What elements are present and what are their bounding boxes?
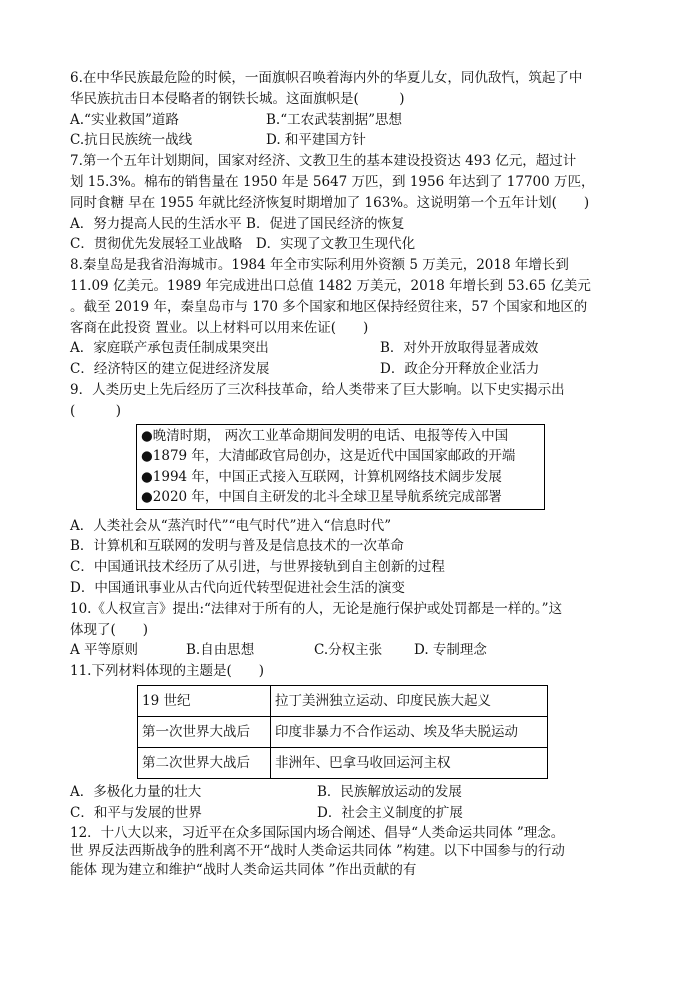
question-stem: 9．人类历史上先后经历了三次科技革命，给人类带来了巨大影响。以下史实揭示出: [70, 381, 565, 398]
option-c: C．和平与发展的世界: [70, 804, 202, 821]
table-cell: 非洲年、巴拿马收回运河主权: [271, 747, 548, 778]
question-stem: 11.09 亿美元。1989 年完成进出口总值 1482 万美元，2018 年增长到 53.65 亿美元: [70, 277, 591, 294]
option-d: D. 专制理念: [414, 642, 487, 659]
question-stem: 划 15.3%。棉布的销售量在 1950 年是 5647 万匹，到 1956 年达到了 17700 万匹，: [70, 173, 595, 190]
question-stem: 11.下列材料体现的主题是( ): [70, 663, 265, 680]
option-d: D．中国通讯事业从古代向近代转型促进社会生活的演变: [70, 579, 405, 596]
table-row: [138, 685, 548, 716]
option-row: A．努力提高人民的生活水平 B．促进了国民经济的恢复: [70, 215, 405, 232]
table-row: [138, 716, 548, 747]
option-d: D．社会主义制度的扩展: [317, 804, 463, 821]
material-item: ●1994 年，中国正式接入互联网，计算机网络技术阔步发展: [141, 468, 502, 485]
table-row: [138, 747, 548, 778]
option-row: [70, 640, 630, 661]
option-a: A 平等原则: [70, 642, 139, 659]
question-stem: 8.秦皇岛是我省沿海城市。1984 年全市实际利用外资额 5 万美元，2018 年增长到: [70, 257, 569, 274]
option-row: [70, 359, 630, 380]
question-7: [70, 151, 630, 255]
question-stem: 12．十八大以来，习近平在众多国际国内场合阐述、倡导“人类命运共同体 ”理念。: [70, 824, 565, 841]
question-stem: 6.在中华民族最危险的时候，一面旗帜召唤着海内外的华夏儿女，同仇敌忾，筑起了中: [70, 70, 583, 86]
option-b: B.自由思想: [186, 642, 255, 659]
question-stem: 同时食糖 早在 1955 年就比经济恢复时期增加了 163%。这说明第一个五年计划( ): [70, 194, 590, 211]
question-stem: 世 界反法西斯战争的胜利离不开“战时人类命运共同体 ”构建。以下中国参与的行动: [70, 843, 565, 860]
option-c: C．经济特区的建立促进经济发展: [70, 361, 270, 378]
option-c: C.抗日民族统一战线: [70, 132, 193, 149]
question-stem: 体现了( ): [70, 621, 149, 638]
option-row: [70, 803, 630, 824]
option-b: B.“工农武装割据”思想: [266, 111, 403, 128]
option-a: A．多极化力量的壮大: [70, 783, 202, 800]
material-box: [136, 424, 545, 510]
question-stem: 7.第一个五年计划期间，国家对经济、文教卫生的基本建设投资达 493 亿元，超过计: [70, 153, 577, 170]
material-table: [137, 685, 548, 779]
exam-page: [70, 68, 630, 879]
table-cell: 第二次世界大战后: [138, 747, 271, 778]
option-a: A．家庭联产承包责任制成果突出: [70, 340, 269, 357]
question-stem: 。截至 2019 年，秦皇岛市与 170 多个国家和地区保持经贸往来，57 个国家和地区的: [70, 298, 588, 315]
question-10: [70, 599, 630, 661]
material-item: ●晚清时期， 两次工业革命期间发明的电话、电报等传入中国: [141, 427, 509, 444]
question-8: [70, 255, 630, 380]
option-row: [70, 338, 630, 359]
option-c: C.分权主张: [314, 642, 383, 659]
table-cell: 印度非暴力不合作运动、埃及华夫脱运动: [271, 716, 548, 747]
table-cell: 拉丁美洲独立运动、印度民族大起义: [271, 685, 548, 716]
question-stem: ( ): [70, 402, 122, 419]
table-cell: 第一次世界大战后: [138, 716, 271, 747]
option-b: B．民族解放运动的发展: [317, 783, 462, 800]
question-12: [70, 824, 630, 880]
question-stem: 10.《人权宣言》提出:“法律对于所有的人，无论是施行保护或处罚都是一样的。”这: [70, 600, 563, 617]
option-d: D．政企分开释放企业活力: [380, 361, 540, 378]
question-stem: 能体 现为建立和维护“战时人类命运共同体 ”作出贡献的有: [70, 861, 417, 878]
option-row: [70, 110, 630, 131]
option-b: B．计算机和互联网的发明与普及是信息技术的一次革命: [70, 538, 404, 555]
question-6: [70, 68, 630, 151]
material-item: ●2020 年，中国自主研发的北斗全球卫星导航系统完成部署: [141, 489, 502, 506]
option-row: [70, 130, 630, 151]
option-a: A.“实业救国”道路: [70, 111, 179, 128]
option-row: C．贯彻优先发展轻工业战略 D．实现了文教卫生现代化: [70, 236, 416, 253]
material-item: ●1879 年，大清邮政官局创办，这是近代中国国家邮政的开端: [141, 448, 516, 465]
table-cell: 19 世纪: [138, 685, 271, 716]
option-d: D. 和平建国方针: [266, 132, 366, 149]
question-11: [70, 661, 630, 823]
option-b: B．对外开放取得显著成效: [380, 340, 539, 357]
option-c: C．中国通讯技术经历了从引进，与世界接轨到自主创新的过程: [70, 559, 445, 576]
question-9: [70, 380, 630, 599]
question-stem: 华民族抗击日本侵略者的钢铁长城。这面旗帜是( ): [70, 90, 405, 107]
option-a: A．人类社会从“蒸汽时代”“电气时代”进入“信息时代”: [70, 517, 392, 534]
question-stem: 客商在此投资 置业。以上材料可以用来佐证( ): [70, 319, 369, 336]
option-row: [70, 782, 630, 803]
